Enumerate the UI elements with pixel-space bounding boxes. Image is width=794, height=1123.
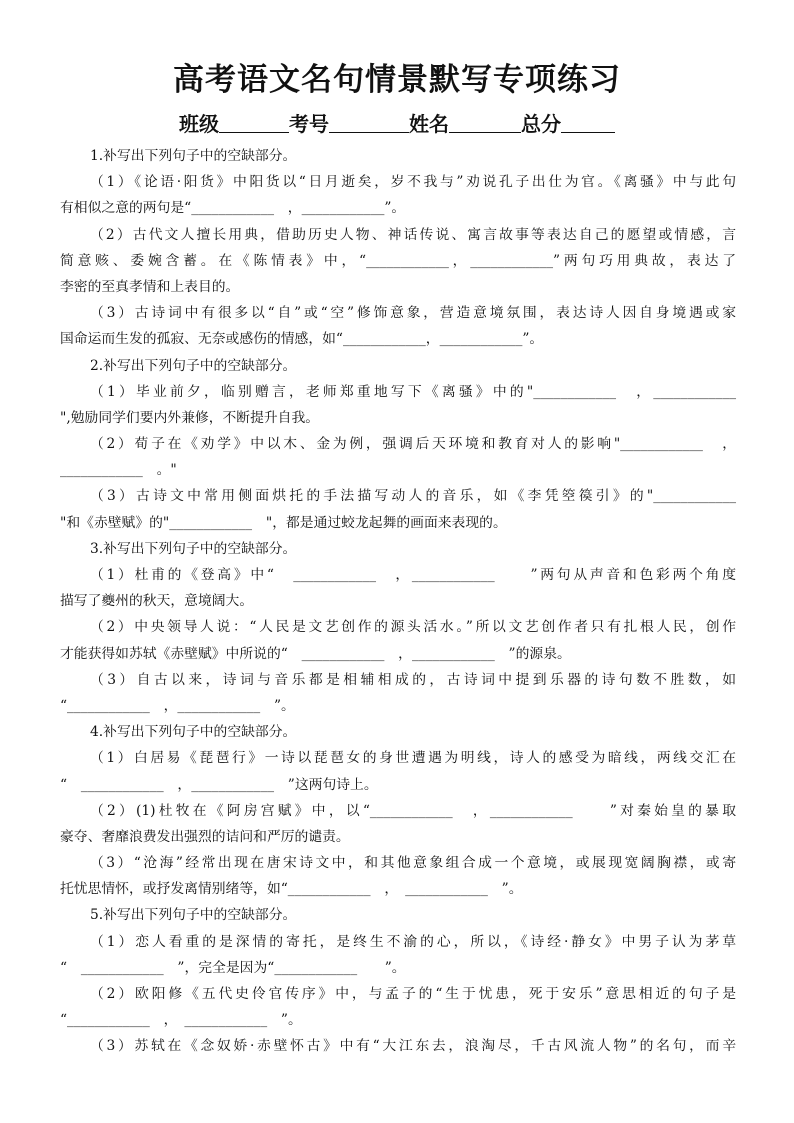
question-text-line: （1）白居易《琵琶行》一诗以琵琶女的身世遭遇为明线，诗人的感受为暗线，两线交汇在	[90, 750, 736, 767]
name-blank[interactable]	[449, 112, 521, 133]
question-text-line: （3）古诗词中有很多以“自”或“空”修饰意象，营造意境氛围，表达诗人因自身境遇或家	[90, 305, 736, 322]
question-text-line: 简意赅、委婉含蓄。在《陈情表》中，“____________，____________”两句巧用典故，表达了	[60, 252, 736, 269]
question-text-line: （2）欧阳修《五代史伶官传序》中，与孟子的“生于忧患，死于安乐”意思相近的句子是	[90, 986, 736, 1002]
question-text-line: （3）苏轼在《念奴娇·赤壁怀古》中有“大江东去，浪淘尽，千古风流人物”的名句，而辛	[90, 1038, 736, 1055]
question-text-line: ____________ 。"	[60, 462, 177, 479]
question-text-line: 才能获得如苏轼《赤壁赋》中所说的“ ____________ ，____________ ”的源泉。	[60, 645, 571, 662]
question-text-line: （2）荀子在《劝学》中以木、金为例，强调后天环境和教育对人的影响"____________ ，	[90, 436, 736, 453]
class-label: 班级	[179, 112, 219, 136]
score-blank[interactable]	[561, 112, 615, 133]
exam-no-label: 考号	[289, 112, 329, 136]
question-text-line: “ ____________ ”，完全是因为“____________ ”。	[60, 959, 406, 976]
question-heading: 3.补写出下列句子中的空缺部分。	[90, 540, 297, 557]
question-text-line: 托忧思情怀，或抒发离情别绪等，如“____________ ， ____________ ”。	[60, 881, 523, 898]
question-text-line: （2）(1)杜牧在《阿房宫赋》中，以“____________ ，____________ ”对秦始皇的暴取	[90, 802, 736, 819]
question-text-line: “____________ ， ____________ ”。	[60, 1012, 302, 1029]
exam-no-blank[interactable]	[329, 112, 409, 133]
question-heading: 2.补写出下列句子中的空缺部分。	[90, 357, 297, 374]
question-text-line: 有相似之意的两句是“____________ ，____________”。	[60, 200, 406, 217]
question-text-line: （1）杜甫的《登高》中“ ____________ ，____________ ”两句从声音和色彩两个角度	[90, 567, 736, 583]
question-text-line: （3）“沧海”经常出现在唐宋诗文中，和其他意象组合成一个意境，或展现宽阔胸襟，或寄	[90, 855, 736, 872]
question-text-line: 李密的至真孝情和上表目的。	[60, 278, 240, 295]
question-text-line: 国命运而生发的孤寂、无奈或感伤的情感，如“____________，____________”。	[60, 331, 544, 348]
question-heading: 5.补写出下列句子中的空缺部分。	[90, 907, 297, 924]
question-text-line: （3）自古以来，诗词与音乐都是相辅相成的，古诗词中提到乐器的诗句数不胜数，如	[90, 671, 736, 688]
question-heading: 4.补写出下列句子中的空缺部分。	[90, 724, 297, 741]
question-text-line: （1）恋人看重的是深情的寄托，是终生不渝的心，所以，《诗经·静女》中男子认为茅草	[90, 933, 736, 950]
question-text-line: 豪夺、奢靡浪费发出强烈的诘问和严厉的谴责。	[60, 828, 350, 845]
page-title: 高考语文名句情景默写专项练习	[173, 62, 621, 98]
question-text-line: “____________ ，____________ ”。	[60, 697, 295, 714]
question-text-line: “ ____________ ，____________ ”这两句诗上。	[60, 776, 378, 793]
question-text-line: （3）古诗文中常用侧面烘托的手法描写动人的音乐，如《李凭箜篌引》的"____________	[90, 488, 736, 505]
class-blank[interactable]	[219, 112, 289, 133]
score-label: 总分	[521, 112, 561, 136]
question-list	[60, 143, 736, 1060]
question-text-line: ",勉励同学们要内外兼修，不断提升自我。	[60, 409, 320, 426]
question-text-line: （1）毕业前夕，临别赠言，老师郑重地写下《离骚》中的"____________ ，____________	[90, 383, 736, 400]
question-text-line: 描写了夔州的秋天，意境阔大。	[60, 593, 254, 610]
question-text-line: "和《赤壁赋》的"____________ "，都是通过蛟龙起舞的画面来表现的。	[60, 514, 507, 531]
question-text-line: （2）古代文人擅长用典，借助历史人物、神话传说、寓言故事等表达自己的愿望或情感，言	[90, 226, 736, 243]
student-info-row	[0, 110, 794, 138]
question-text-line: （2）中央领导人说：“人民是文艺创作的源头活水。”所以文艺创作者只有扎根人民，创作	[90, 619, 736, 636]
name-label: 姓名	[409, 112, 449, 136]
question-heading: 1.补写出下列句子中的空缺部分。	[90, 148, 297, 164]
question-text-line: （1）《论语·阳货》中阳货以“日月逝矣，岁不我与”劝说孔子出仕为官。《离骚》中与此句	[90, 174, 736, 191]
